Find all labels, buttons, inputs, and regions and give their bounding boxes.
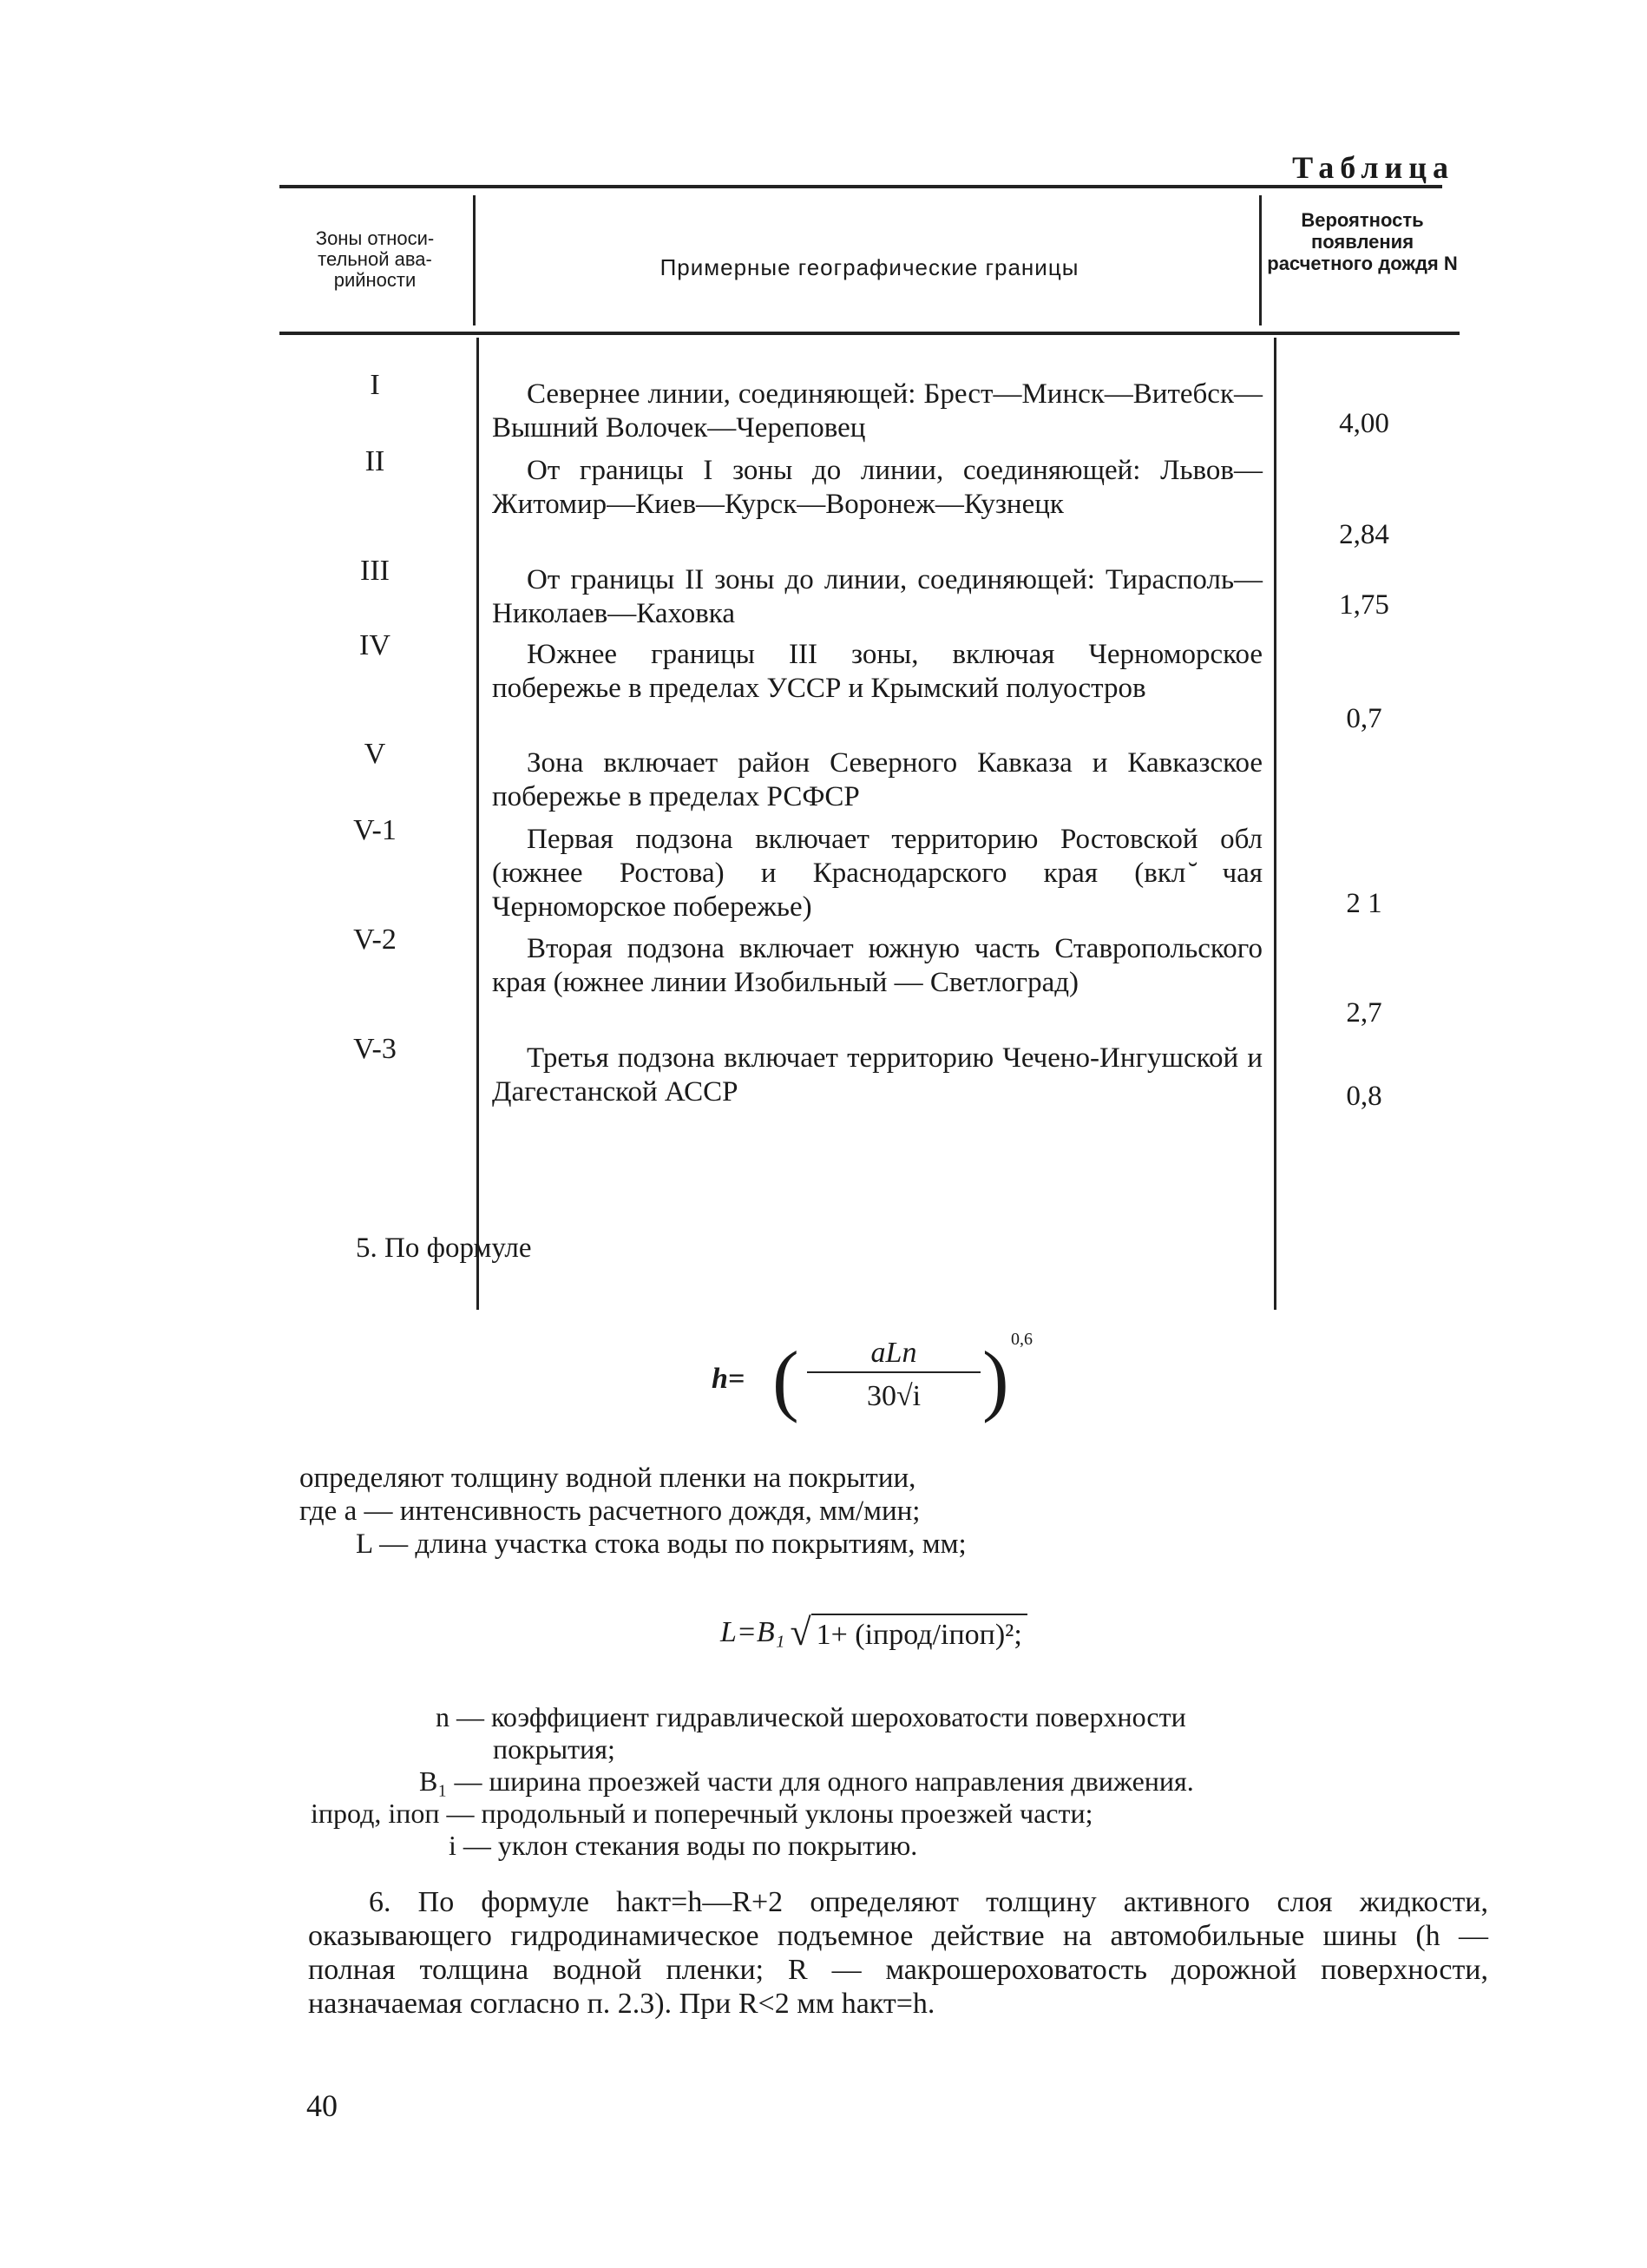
zone-cell: V-1 xyxy=(353,814,397,846)
description-cell: От границы II зоны до линии, соединяющей: Тирасполь—Николаев—Каховка xyxy=(492,564,1263,629)
zone-cell: III xyxy=(360,555,390,587)
determine-line: определяют толщину водной пленки на покрытии, xyxy=(299,1463,916,1494)
definition-i-slopes: iпрод, iпоп — продольный и поперечный уклоны проезжей части; xyxy=(311,1798,1093,1829)
zone-cell: II xyxy=(364,445,385,477)
formula-paren-left: ( xyxy=(772,1335,799,1423)
probability-cell: 1,75 xyxy=(1339,589,1389,621)
description-cell: Первая подзона включает территорию Ростовской обл (южнее Ростова) и Краснодарского края (вкл ̆чая Черноморское побережье) xyxy=(492,824,1263,923)
probability-cell: 0,7 xyxy=(1346,703,1382,734)
zone-cell: V-3 xyxy=(353,1033,397,1065)
header-divider-2 xyxy=(1259,195,1262,325)
formula-paren-right: ) xyxy=(982,1335,1009,1423)
body-divider-1 xyxy=(476,338,479,1310)
table-caption: Таблица xyxy=(1292,150,1454,185)
table-header-rule xyxy=(279,332,1460,335)
formula-L-radical: 1+ (iпрод/iпоп)²; xyxy=(811,1614,1027,1652)
paragraph-5: 5. По формуле xyxy=(356,1233,532,1264)
definition-L: L — длина участка стока воды по покрытиям, мм; xyxy=(356,1528,967,1560)
definition-n-cont: покрытия; xyxy=(493,1733,615,1765)
zone-cell: IV xyxy=(359,629,390,661)
probability-cell: 2,84 xyxy=(1339,519,1389,550)
description-cell: Вторая подзона включает южную часть Ставропольского края (южнее линии Изобильный — Светлоград) xyxy=(492,933,1263,998)
description-cell: От границы I зоны до линии, соединяющей: Львов—Житомир—Киев—Курск—Воронеж—Кузнецк xyxy=(492,455,1263,520)
zone-cell: I xyxy=(370,369,380,401)
definition-n: n — коэффициент гидравлической шероховатости поверхности xyxy=(436,1701,1186,1732)
formula-h-lhs: h= xyxy=(712,1363,745,1395)
description-cell: Зона включает район Северного Кавказа и Кавказское побережье в пределах РСФСР xyxy=(492,747,1263,812)
table-top-rule xyxy=(279,185,1442,188)
probability-cell: 4,00 xyxy=(1339,408,1389,439)
header-probability: Вероятность появления расчетного дождя N xyxy=(1267,209,1458,274)
sqrt-icon: √ xyxy=(790,1611,811,1653)
description-cell: Севернее линии, соединяющей: Брест—Минск—Витебск—Вышний Волочек—Череповец xyxy=(492,378,1263,444)
zone-cell: V xyxy=(364,738,386,770)
page-number: 40 xyxy=(306,2088,338,2123)
formula-h-numerator: aLn xyxy=(870,1337,917,1369)
probability-cell: 2 1 xyxy=(1346,888,1382,919)
probability-cell: 0,8 xyxy=(1346,1081,1382,1112)
formula-L-lhs: L=B₁ xyxy=(720,1615,785,1648)
definition-a: где a — интенсивность расчетного дождя, мм/мин; xyxy=(299,1496,921,1527)
description-cell: Южнее границы III зоны, включая Черноморское побережье в пределах УССР и Крымский полуостров xyxy=(492,639,1263,704)
probability-cell: 2,7 xyxy=(1346,997,1382,1029)
formula-h-exponent: 0,6 xyxy=(1011,1330,1033,1349)
paragraph-6: 6. По формуле hакт=h—R+2 определяют толщину активного слоя жидкости, оказывающего гидродинамическое подъемное действие на автомобильные шины (h — полная толщина водной пленки; R — макрошероховатость дорожной поверхности, назначаемая согласно п. 2.3). При R<2 мм hакт=h. xyxy=(308,1886,1488,2020)
header-zone: Зоны относи- тельной ава- рийности xyxy=(315,227,435,291)
formula-h xyxy=(712,1330,1033,1441)
definition-B: B₁ — ширина проезжей части для одного направления движения. xyxy=(419,1765,1194,1797)
formula-L xyxy=(720,1610,1027,1654)
header-borders: Примерные географические границы xyxy=(659,254,1079,280)
description-cell: Третья подзона включает территорию Чечено-Ингушской и Дагестанской АССР xyxy=(492,1042,1263,1108)
body-divider-2 xyxy=(1274,338,1276,1310)
fraction-bar xyxy=(807,1371,981,1373)
formula-h-denominator: 30√i xyxy=(866,1380,922,1412)
zone-cell: V-2 xyxy=(353,924,397,956)
definition-i: i — уклон стекания воды по покрытию. xyxy=(449,1830,918,1861)
header-divider-1 xyxy=(473,195,476,325)
